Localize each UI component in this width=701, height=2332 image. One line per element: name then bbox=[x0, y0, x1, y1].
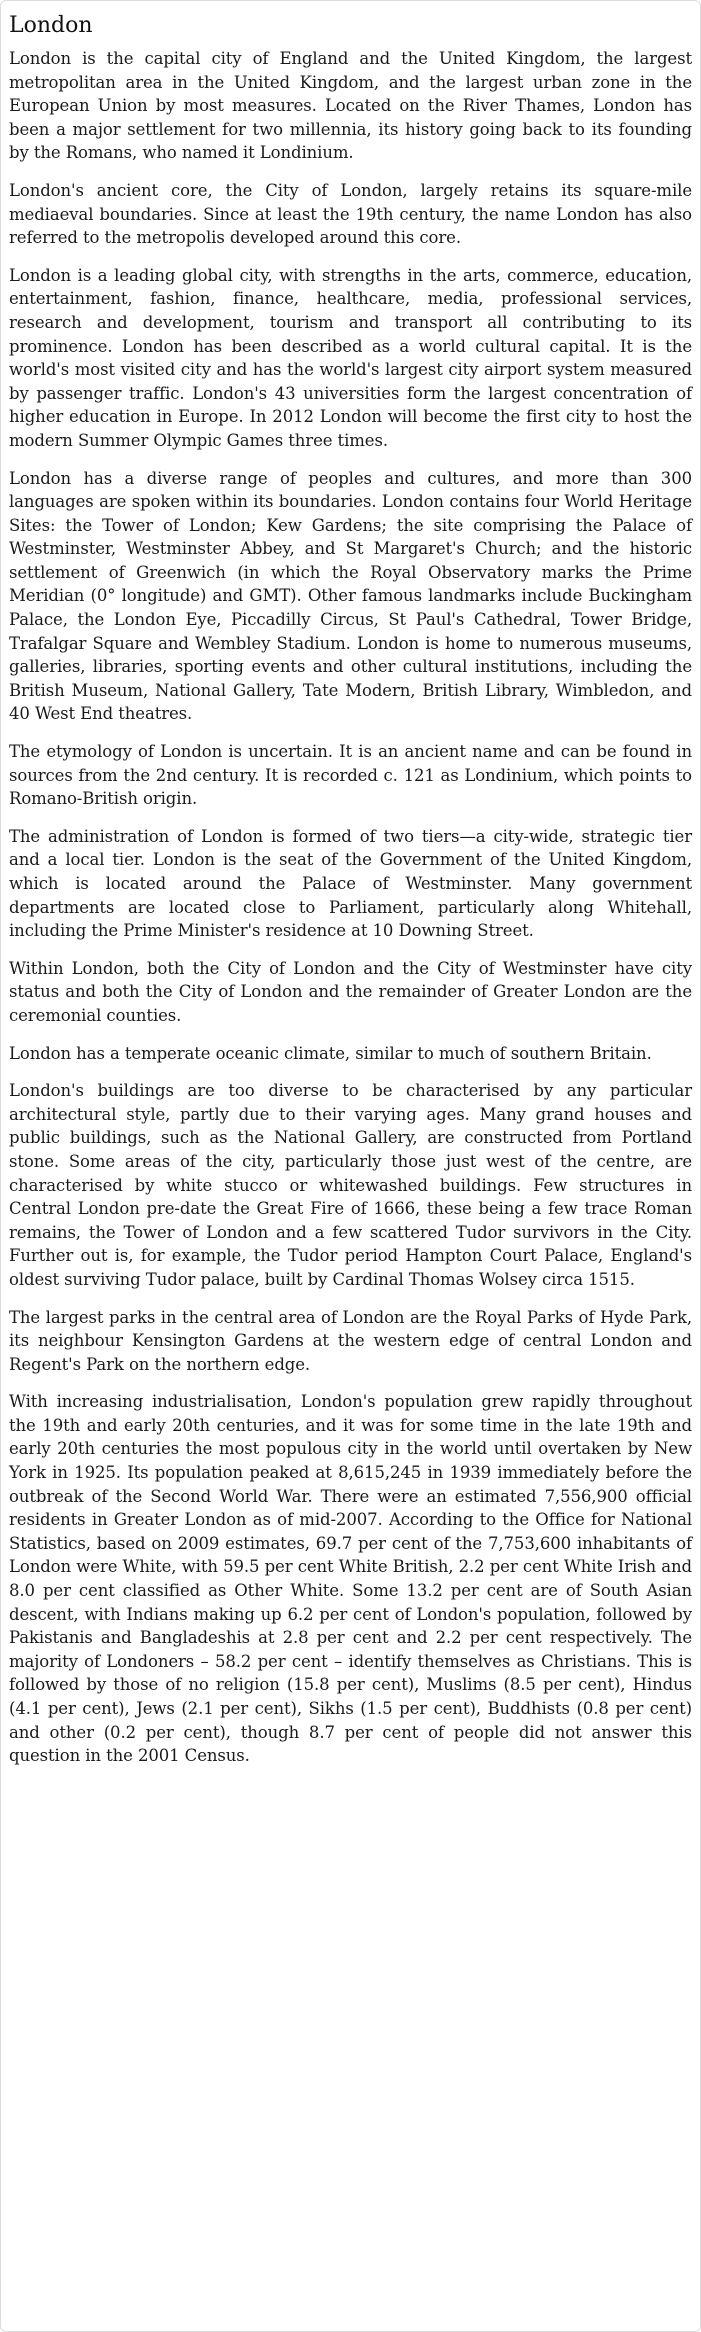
paragraph: London's buildings are too diverse to be characterised by any particular architectural style, partly due to their varying ages. Many grand houses and public buildings, such as the National Gallery, are constructed from Portland stone. Some areas of the city, particularly those just west of the centre, are characterised by white stucco or whitewashed buildings. Few structures in Central London pre-date the Great Fire of 1666, these being a few trace Roman remains, the Tower of London and a few scattered Tudor survivors in the City. Further out is, for example, the Tudor period Hampton Court Palace, England's oldest surviving Tudor palace, built by Cardinal Thomas Wolsey circa 1515. bbox=[9, 1081, 692, 1289]
article-title: London bbox=[9, 13, 93, 38]
paragraph: London is a leading global city, with strengths in the arts, commerce, education, entertainment, fashion, finance, healthcare, media, professional services, research and development, tourism and transport all contributing to its prominence. London has been described as a world cultural capital. It is the world's most visited city and has the world's largest city airport system measured by passenger traffic. London's 43 universities form the largest concentration of higher education in Europe. In 2012 London will become the first city to host the modern Summer Olympic Games three times. bbox=[9, 265, 692, 450]
paragraph: The largest parks in the central area of London are the Royal Parks of Hyde Park, its neighbour Kensington Gardens at the western edge of central London and Regent's Park on the northern edge. bbox=[9, 1307, 692, 1374]
paragraph: Within London, both the City of London and the City of Westminster have city status and both the City of London and the remainder of Greater London are the ceremonial counties. bbox=[9, 958, 692, 1025]
paragraph: The administration of London is formed of two tiers—a city-wide, strategic tier and a local tier. London is the seat of the Government of the United Kingdom, which is located around the Palace of Westminster. Many government departments are located close to Parliament, particularly along Whitehall, including the Prime Minister's residence at 10 Downing Street. bbox=[9, 826, 692, 941]
article bbox=[1, 1, 700, 1768]
paragraph: London has a diverse range of peoples and cultures, and more than 300 languages are spoken within its boundaries. London contains four World Heritage Sites: the Tower of London; Kew Gardens; the site comprising the Palace of Westminster, Westminster Abbey, and St Margaret's Church; and the historic settlement of Greenwich (in which the Royal Observatory marks the Prime Meridian (0° longitude) and GMT). Other famous landmarks include Buckingham Palace, the London Eye, Piccadilly Circus, St Paul's Cathedral, Tower Bridge, Trafalgar Square and Wembley Stadium. London is home to numerous museums, galleries, libraries, sporting events and other cultural institutions, including the British Museum, National Gallery, Tate Modern, British Library, Wimbledon, and 40 West End theatres. bbox=[9, 468, 692, 724]
paragraph: The etymology of London is uncertain. It is an ancient name and can be found in sources from the 2nd century. It is recorded c. 121 as Londinium, which points to Romano-British origin. bbox=[9, 742, 692, 809]
paragraph: With increasing industrialisation, London's population grew rapidly throughout the 19th and early 20th centuries, and it was for some time in the late 19th and early 20th centuries the most populous city in the world until overtaken by New York in 1925. Its population peaked at 8,615,245 in 1939 immediately before the outbreak of the Second World War. There were an estimated 7,556,900 official residents in Greater London as of mid-2007. According to the Office for National Statistics, based on 2009 estimates, 69.7 per cent of the 7,753,600 inhabitants of London were White, with 59.5 per cent White British, 2.2 per cent White Irish and 8.0 per cent classified as Other White. Some 13.2 per cent are of South Asian descent, with Indians making up 6.2 per cent of London's population, followed by Pakistanis and Bangladeshis at 2.8 per cent and 2.2 per cent respectively. The majority of Londoners – 58.2 per cent – identify themselves as Christians. This is followed by those of no religion (15.8 per cent), Muslims (8.5 per cent), Hindus (4.1 per cent), Jews (2.1 per cent), Sikhs (1.5 per cent), Buddhists (0.8 per cent) and other (0.2 per cent), though 8.7 per cent of people did not answer this question in the 2001 Census. bbox=[9, 1392, 692, 1766]
paragraph: London's ancient core, the City of London, largely retains its square-mile mediaeval boundaries. Since at least the 19th century, the name London has also referred to the metropolis developed around this core. bbox=[9, 180, 692, 248]
paragraph: London is the capital city of England and the United Kingdom, the largest metropolitan area in the United Kingdom, and the largest urban zone in the European Union by most measures. Located on the River Thames, London has been a major settlement for two millennia, its history going back to its founding by the Romans, who named it Londinium. bbox=[9, 49, 692, 163]
paragraph: London has a temperate oceanic climate, similar to much of southern Britain. bbox=[9, 1043, 652, 1063]
